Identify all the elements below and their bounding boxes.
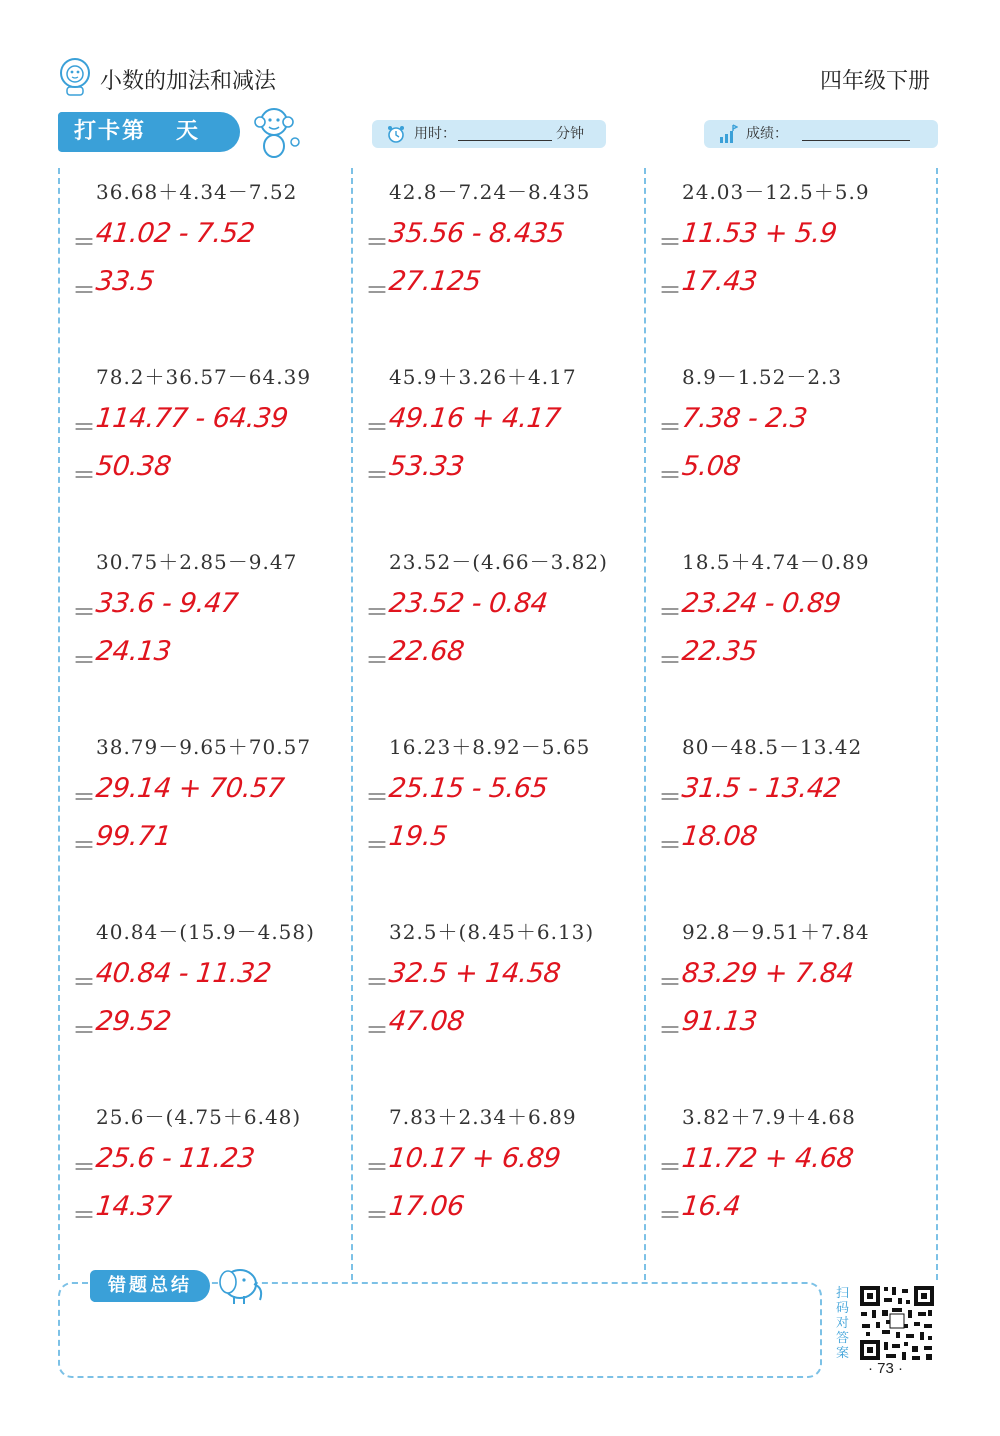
problem-cell xyxy=(62,723,352,908)
monkey-mascot-icon xyxy=(248,104,302,160)
answer-step-2[interactable]: 29.52 xyxy=(94,1006,173,1037)
answer-step-1[interactable]: 49.16 + 4.17 xyxy=(387,403,562,434)
problem-expression: 3.82＋7.9＋4.68 xyxy=(682,1105,856,1129)
page-header xyxy=(58,56,938,104)
equals-sign: ＝ xyxy=(658,598,682,626)
bar-chart-flag-icon xyxy=(718,124,738,144)
problem-expression: 25.6－(4.75＋6.48) xyxy=(96,1105,302,1129)
problem-expression: 78.2＋36.57－64.39 xyxy=(96,365,312,389)
problem-expression: 7.83＋2.34＋6.89 xyxy=(389,1105,577,1129)
equals-sign: ＝ xyxy=(365,831,389,859)
answer-step-1[interactable]: 35.56 - 8.435 xyxy=(387,218,566,249)
equals-sign: ＝ xyxy=(72,968,96,996)
answer-step-2[interactable]: 91.13 xyxy=(680,1006,759,1037)
equals-sign: ＝ xyxy=(658,461,682,489)
equals-sign: ＝ xyxy=(72,413,96,441)
answer-step-1[interactable]: 23.24 - 0.89 xyxy=(680,588,842,619)
lion-mascot-icon xyxy=(58,56,92,96)
equals-sign: ＝ xyxy=(72,228,96,256)
qr-code-icon[interactable] xyxy=(858,1284,936,1362)
answer-step-2[interactable]: 50.38 xyxy=(94,451,173,482)
answer-step-1[interactable]: 29.14 + 70.57 xyxy=(94,773,286,804)
checkin-day-label: 天 xyxy=(176,119,201,144)
answer-step-1[interactable]: 11.53 + 5.9 xyxy=(680,218,839,249)
topbar xyxy=(58,112,938,158)
answer-step-2[interactable]: 14.37 xyxy=(94,1191,173,1222)
equals-sign: ＝ xyxy=(658,228,682,256)
equals-sign: ＝ xyxy=(365,1201,389,1229)
problem-expression: 80－48.5－13.42 xyxy=(682,735,863,759)
answer-step-1[interactable]: 11.72 + 4.68 xyxy=(680,1143,855,1174)
equals-sign: ＝ xyxy=(365,228,389,256)
checkin-label: 打卡第 xyxy=(74,119,147,144)
problem-cell xyxy=(355,908,645,1093)
problem-expression: 36.68＋4.34－7.52 xyxy=(96,180,298,204)
problem-cell xyxy=(62,353,352,538)
problem-expression: 16.23＋8.92－5.65 xyxy=(389,735,591,759)
equals-sign: ＝ xyxy=(72,831,96,859)
problem-cell xyxy=(648,1093,938,1278)
answer-step-2[interactable]: 24.13 xyxy=(94,636,173,667)
equals-sign: ＝ xyxy=(365,413,389,441)
equals-sign: ＝ xyxy=(72,783,96,811)
problem-expression: 38.79－9.65＋70.57 xyxy=(96,735,312,759)
equals-sign: ＝ xyxy=(365,1016,389,1044)
answer-step-2[interactable]: 5.08 xyxy=(680,451,742,482)
equals-sign: ＝ xyxy=(658,1201,682,1229)
equals-sign: ＝ xyxy=(658,831,682,859)
problem-cell xyxy=(648,168,938,353)
unit-title: 小数的加法和减法 xyxy=(100,69,277,94)
time-pill xyxy=(372,120,606,148)
problem-cell xyxy=(62,168,352,353)
equals-sign: ＝ xyxy=(365,276,389,304)
page-number: · 73 · xyxy=(868,1360,904,1377)
problem-cell xyxy=(62,908,352,1093)
equals-sign: ＝ xyxy=(658,276,682,304)
answer-step-2[interactable]: 99.71 xyxy=(94,821,173,852)
score-pill xyxy=(704,120,938,148)
problem-expression: 40.84－(15.9－4.58) xyxy=(96,920,315,944)
answer-step-2[interactable]: 16.4 xyxy=(680,1191,742,1222)
equals-sign: ＝ xyxy=(658,968,682,996)
problem-cell xyxy=(62,538,352,723)
alarm-clock-icon xyxy=(386,124,406,144)
problem-expression: 45.9＋3.26＋4.17 xyxy=(389,365,577,389)
grade-label: 四年级下册 xyxy=(819,69,930,94)
equals-sign: ＝ xyxy=(658,1016,682,1044)
problem-cell xyxy=(62,1093,352,1278)
answer-step-1[interactable]: 83.29 + 7.84 xyxy=(680,958,855,989)
equals-sign: ＝ xyxy=(365,598,389,626)
answer-step-1[interactable]: 41.02 - 7.52 xyxy=(94,218,256,249)
equals-sign: ＝ xyxy=(365,1153,389,1181)
column-divider xyxy=(58,168,60,1280)
score-label: 成绩： xyxy=(746,126,788,142)
equals-sign: ＝ xyxy=(72,461,96,489)
problem-cell xyxy=(648,723,938,908)
checkin-badge xyxy=(58,112,240,152)
equals-sign: ＝ xyxy=(72,598,96,626)
problem-expression: 24.03－12.5＋5.9 xyxy=(682,180,870,204)
equals-sign: ＝ xyxy=(658,1153,682,1181)
equals-sign: ＝ xyxy=(365,968,389,996)
answer-step-2[interactable]: 47.08 xyxy=(387,1006,466,1037)
answer-step-1[interactable]: 33.6 - 9.47 xyxy=(94,588,240,619)
problem-cell xyxy=(355,538,645,723)
equals-sign: ＝ xyxy=(72,1201,96,1229)
equals-sign: ＝ xyxy=(658,413,682,441)
answer-step-1[interactable]: 25.15 - 5.65 xyxy=(387,773,549,804)
equals-sign: ＝ xyxy=(365,461,389,489)
answer-step-1[interactable]: 31.5 - 13.42 xyxy=(680,773,842,804)
problem-expression: 42.8－7.24－8.435 xyxy=(389,180,591,204)
answer-step-2[interactable]: 17.43 xyxy=(680,266,759,297)
problem-expression: 30.75＋2.85－9.47 xyxy=(96,550,298,574)
equals-sign: ＝ xyxy=(365,646,389,674)
equals-sign: ＝ xyxy=(72,1153,96,1181)
answer-step-1[interactable]: 25.6 - 11.23 xyxy=(94,1143,256,1174)
error-summary-title: 错题总结 xyxy=(90,1270,210,1302)
answer-step-1[interactable]: 7.38 - 2.3 xyxy=(680,403,809,434)
problem-expression: 8.9－1.52－2.3 xyxy=(682,365,843,389)
problem-cell xyxy=(648,908,938,1093)
answer-step-1[interactable]: 10.17 + 6.89 xyxy=(387,1143,562,1174)
problem-cell xyxy=(355,168,645,353)
equals-sign: ＝ xyxy=(658,783,682,811)
time-label: 用时： xyxy=(414,126,456,142)
time-blank[interactable] xyxy=(458,140,552,141)
answer-step-1[interactable]: 40.84 - 11.32 xyxy=(94,958,273,989)
equals-sign: ＝ xyxy=(365,783,389,811)
problem-expression: 92.8－9.51＋7.84 xyxy=(682,920,870,944)
problem-cell xyxy=(355,723,645,908)
problem-cell xyxy=(355,1093,645,1278)
answer-step-1[interactable]: 32.5 + 14.58 xyxy=(387,958,562,989)
answer-step-1[interactable]: 23.52 - 0.84 xyxy=(387,588,549,619)
answer-step-2[interactable]: 33.5 xyxy=(94,266,156,297)
answer-step-2[interactable]: 27.125 xyxy=(387,266,483,297)
problem-expression: 18.5＋4.74－0.89 xyxy=(682,550,870,574)
equals-sign: ＝ xyxy=(72,1016,96,1044)
score-blank[interactable] xyxy=(802,140,910,141)
problem-cell xyxy=(648,353,938,538)
answer-step-2[interactable]: 19.5 xyxy=(387,821,449,852)
equals-sign: ＝ xyxy=(658,646,682,674)
qr-caption: 扫码对答案 xyxy=(836,1286,850,1361)
equals-sign: ＝ xyxy=(72,276,96,304)
elephant-icon xyxy=(212,1262,268,1306)
answer-step-2[interactable]: 18.08 xyxy=(680,821,759,852)
problem-expression: 23.52－(4.66－3.82) xyxy=(389,550,608,574)
answer-step-1[interactable]: 114.77 - 64.39 xyxy=(94,403,290,434)
equals-sign: ＝ xyxy=(72,646,96,674)
answer-step-2[interactable]: 53.33 xyxy=(387,451,466,482)
problem-cell xyxy=(355,353,645,538)
answer-step-2[interactable]: 17.06 xyxy=(387,1191,466,1222)
answer-step-2[interactable]: 22.35 xyxy=(680,636,759,667)
problem-expression: 32.5＋(8.45＋6.13) xyxy=(389,920,595,944)
problem-cell xyxy=(648,538,938,723)
problem-grid xyxy=(58,168,938,1280)
time-unit: 分钟 xyxy=(556,126,584,142)
answer-step-2[interactable]: 22.68 xyxy=(387,636,466,667)
